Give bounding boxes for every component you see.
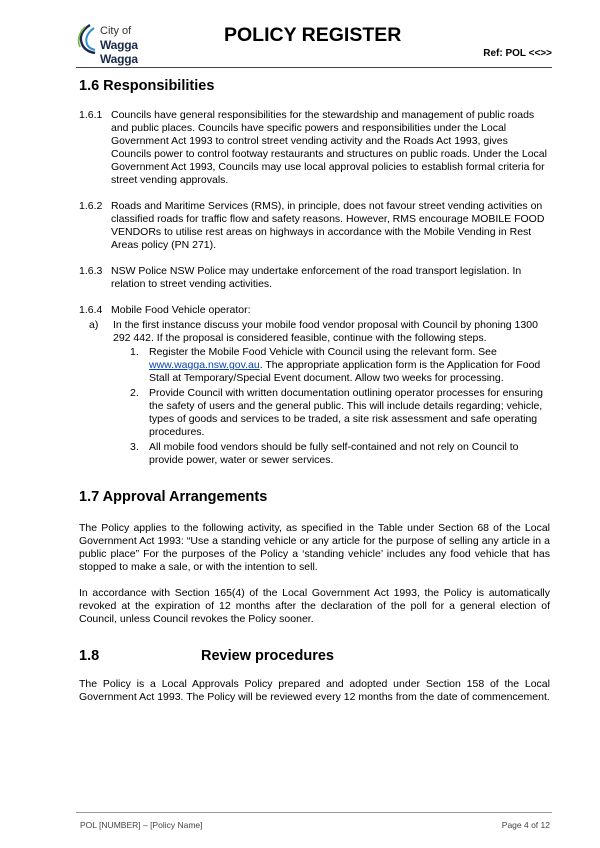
clause-1-6-2 [79, 200, 550, 252]
clause-number: 1.6.4 [79, 304, 103, 316]
list-text: In the first instance discuss your mobile food vendor proposal with Council by phoning 1300 292 442. If the proposal is considered feasible, continue with the following steps. [113, 319, 538, 344]
logo-line2: Wagga Wagga [100, 38, 138, 66]
reference-number: Ref: POL <<>> [483, 48, 552, 59]
paragraph: The Policy is a Local Approvals Policy prepared and adopted under Section 158 of the Local Government Act 1993. The Policy will be reviewed every 12 months from the date of commencement. [79, 678, 550, 703]
section-heading-1-8 [79, 647, 550, 665]
footer-divider [76, 812, 552, 813]
clause-number: 1.6.3 [79, 265, 103, 277]
clause-1-6-4 [79, 304, 550, 317]
paragraph: In accordance with Section 165(4) of the Local Government Act 1993, the Policy is automatically revoked at the expiration of 12 months after the declaration of the poll for a general election of Council, unless Council revokes the Policy sooner. [79, 587, 550, 625]
river-logo-icon [76, 24, 98, 54]
step-1 [130, 346, 550, 385]
step-2 [130, 387, 550, 439]
section-heading-1-6: 1.6 Responsibilities [79, 78, 215, 94]
paragraph: The Policy applies to the following activity, as specified in the Table under Section 68 of the Local Government Act 1993: “Use a standing vehicle or any article for the purpose of selling any article in a public place” For the purposes of the Policy a ‘standing vehicle’ includes any food vehicle that has stopped to make a sale, or with the intention to sell. [79, 522, 550, 573]
header-divider [76, 67, 552, 68]
list-label: a) [89, 319, 99, 331]
step-text [149, 346, 550, 385]
step-text-part: Register the Mobile Food Vehicle with Council using the relevant form. See [149, 346, 497, 358]
step-number: 1. [130, 346, 139, 358]
clause-number: 1.6.2 [79, 200, 103, 212]
step-text: Provide Council with written documentation outlining operator processes for ensuring the safety of users and the general public. This will include details regarding; vehicle, types of goods and services to be traded, a site risk assessment and safe operating procedures. [149, 387, 543, 438]
section-title: Review procedures [201, 648, 334, 664]
step-text-part: . The appropriate application form is the Application for Food Stall at Temporary/Special Event document. Allow two weeks for processing. [149, 359, 541, 384]
section-number: 1.8 [79, 648, 100, 664]
step-number: 2. [130, 387, 139, 399]
step-3 [130, 441, 550, 467]
clause-text: NSW Police NSW Police may undertake enforcement of the road transport legislation. In relation to street vending activities. [111, 265, 522, 290]
logo-line1: City of [100, 25, 132, 37]
list-item-a [79, 319, 550, 345]
clause-1-6-3 [79, 265, 550, 291]
clause-number: 1.6.1 [79, 109, 103, 121]
document-title: POLICY REGISTER [224, 24, 402, 46]
clause-text: Mobile Food Vehicle operator: [111, 304, 251, 316]
council-website-link[interactable]: www.wagga.nsw.gov.au [149, 359, 260, 371]
footer-page-number: Page 4 of 12 [501, 820, 550, 830]
step-text: All mobile food vendors should be fully self-contained and not rely on Council to provide power, water or sewer services. [149, 441, 519, 466]
footer-policy-name: POL [NUMBER] – [Policy Name] [80, 820, 203, 830]
clause-1-6-1 [79, 109, 550, 187]
council-logo [76, 22, 166, 66]
page-header [76, 18, 552, 66]
clause-text: Councils have general responsibilities for the stewardship and management of public roads and public places. Councils have specific powers and responsibilities under the Local Government Act 1993 to control street vending activity and the Roads Act 1993, gives Councils power to control footway restaurants and structures on public roads. Under the Local Government Act 1993, Councils may use local approval policies to establish formal criteria for street vending approvals. [111, 109, 547, 186]
numbered-steps [130, 346, 550, 467]
document-body [79, 77, 550, 717]
clause-text: Roads and Maritime Services (RMS), in principle, does not favour street vending activities on classified roads for traffic flow and safety reasons. However, RMS encourage MOBILE FOOD VENDORs to utilise rest areas on highways in accordance with the Mobile Vending in Rest Areas policy (PN 271). [111, 200, 545, 251]
section-heading-1-7: 1.7 Approval Arrangements [79, 489, 268, 505]
step-number: 3. [130, 441, 139, 453]
